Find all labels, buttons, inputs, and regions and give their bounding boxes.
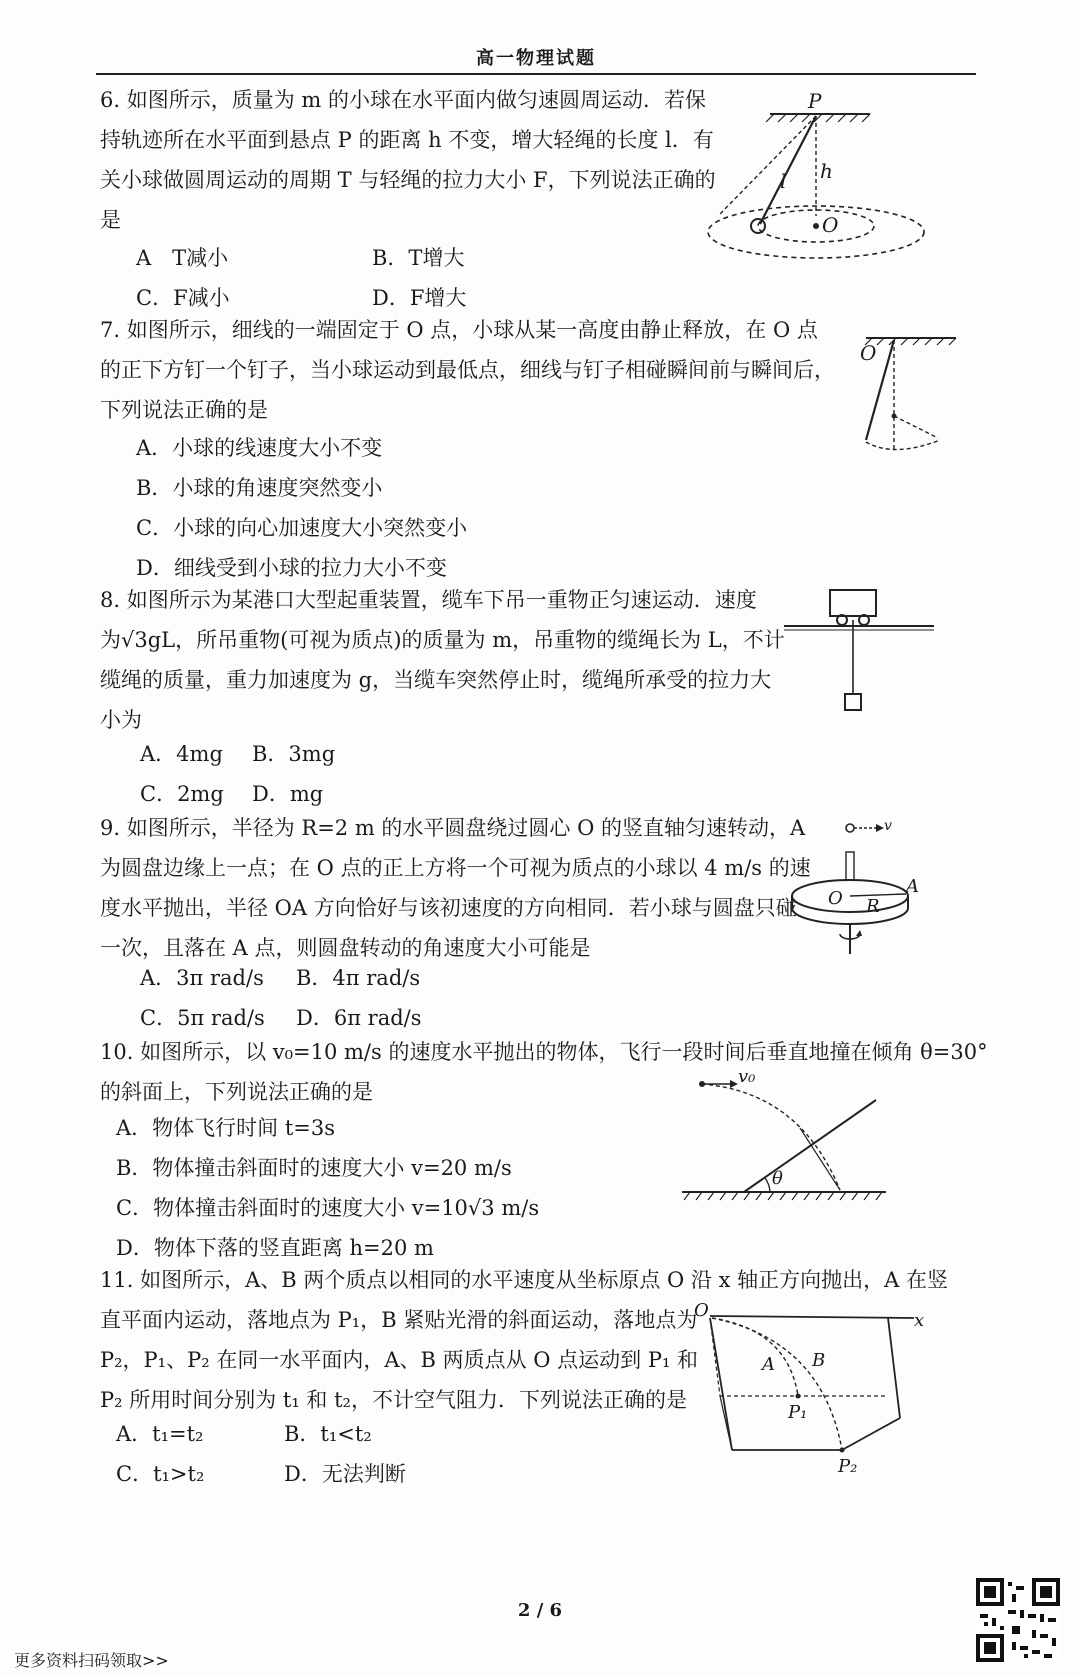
label-v: v — [884, 818, 892, 834]
option-9b: B．4π rad/s — [296, 966, 421, 990]
question-7 — [100, 310, 835, 430]
question-10-line: 10. 如图所示，以 v₀=10 m/s 的速度水平抛出的物体，飞行一段时间后垂直地撞在倾角 θ=30° — [100, 1040, 988, 1064]
label-v0: v₀ — [738, 1070, 756, 1087]
option-9d: D．6π rad/s — [296, 1006, 422, 1030]
option-11b: B．t₁<t₂ — [284, 1422, 372, 1446]
option-7c: C．小球的向心加速度大小突然变小 — [136, 516, 468, 540]
option-10d: D．物体下落的竖直距离 h=20 m — [116, 1236, 434, 1260]
option-6b: B．T增大 — [372, 246, 465, 270]
figure-rotating-disc — [780, 812, 930, 968]
question-9-line: 9. 如图所示，半径为 R=2 m 的水平圆盘绕过圆心 O 的竖直轴匀速转动，A — [100, 816, 806, 840]
option-9c: C．5π rad/s — [140, 1006, 265, 1030]
question-10-line: 的斜面上，下列说法正确的是 — [100, 1080, 373, 1104]
page-header: 高一物理试题 — [476, 48, 596, 69]
label-x: x — [914, 1310, 925, 1331]
figure-conical-pendulum — [700, 90, 930, 270]
question-8-line: 8. 如图所示为某港口大型起重装置，缆车下吊一重物正匀速运动．速度 — [100, 588, 757, 612]
label-l: l — [780, 169, 787, 193]
figure-slope-projectiles — [692, 1300, 932, 1490]
label-a: A — [762, 1354, 775, 1375]
question-8 — [100, 580, 785, 740]
question-11-line: P₂，P₁、P₂ 在同一水平面内，A、B 两质点从 O 点运动到 P₁ 和 — [100, 1348, 699, 1372]
question-6-line: 持轨迹所在水平面到悬点 P 的距离 h 不变，增大轻绳的长度 l．有 — [100, 128, 714, 152]
option-8c: C．2mg — [140, 782, 224, 806]
question-9-line: 一次，且落在 A 点，则圆盘转动的角速度大小可能是 — [100, 936, 591, 960]
label-a: A — [906, 876, 919, 897]
question-9-line: 为圆盘边缘上一点；在 O 点的正上方将一个可视为质点的小球以 4 m/s 的速 — [100, 856, 811, 880]
figure-pendulum-nail — [860, 330, 980, 480]
question-6-line: 关小球做圆周运动的周期 T 与轻绳的拉力大小 F，下列说法正确的 — [100, 168, 716, 192]
option-8a: A．4mg — [140, 742, 223, 766]
question-6 — [100, 80, 716, 240]
label-o: O — [828, 888, 843, 909]
option-6c: C．F减小 — [136, 286, 230, 310]
question-11-line: 直平面内运动，落地点为 P₁，B 紧贴光滑的斜面运动，落地点为 — [100, 1308, 698, 1332]
question-8-line: 小为 — [100, 708, 142, 732]
option-11c: C．t₁>t₂ — [116, 1462, 205, 1486]
option-10b: B．物体撞击斜面时的速度大小 v=20 m/s — [116, 1156, 512, 1180]
label-o: O — [694, 1300, 709, 1321]
label-p2: P₂ — [838, 1456, 858, 1477]
header-rule — [96, 73, 976, 75]
option-10a: A．物体飞行时间 t=3s — [116, 1116, 336, 1140]
label-r: R — [866, 896, 880, 917]
question-6-line: 是 — [100, 208, 121, 232]
option-6a: A T减小 — [136, 246, 229, 270]
label-theta: θ — [772, 1168, 783, 1189]
question-7-line: 下列说法正确的是 — [100, 398, 268, 422]
question-9-line: 度水平抛出，半径 OA 方向恰好与该初速度的方向相同．若小球与圆盘只碰 — [100, 896, 797, 920]
option-9a: A．3π rad/s — [140, 966, 264, 990]
question-8-line: 为√3gL，所吊重物(可视为质点)的质量为 m，吊重物的缆绳长为 L，不计 — [100, 628, 785, 652]
figure-incline-projectile — [680, 1070, 890, 1210]
question-8-line: 缆绳的质量，重力加速度为 g，当缆车突然停止时，缆绳所承受的拉力大 — [100, 668, 772, 692]
option-7a: A．小球的线速度大小不变 — [136, 436, 383, 460]
question-11-line: 11. 如图所示，A、B 两个质点以相同的水平速度从坐标原点 O 沿 x 轴正方向抛出，A 在竖 — [100, 1268, 948, 1292]
page-number: 2 / 6 — [517, 1600, 563, 1621]
question-9 — [100, 808, 811, 968]
label-p: P — [808, 90, 822, 113]
question-7-line: 的正下方钉一个钉子，当小球运动到最低点，细线与钉子相碰瞬间前与瞬间后， — [100, 358, 835, 382]
question-7-line: 7. 如图所示，细线的一端固定于 O 点，小球从某一高度由静止释放，在 O 点 — [100, 318, 818, 342]
option-6d: D．F增大 — [372, 286, 467, 310]
qr-note: 更多资料扫码领取>> — [14, 1651, 169, 1670]
label-p1: P₁ — [788, 1402, 808, 1423]
option-7b: B．小球的角速度突然变小 — [136, 476, 383, 500]
question-11-line: P₂ 所用时间分别为 t₁ 和 t₂，不计空气阻力．下列说法正确的是 — [100, 1388, 687, 1412]
question-6-line: 6. 如图所示，质量为 m 的小球在水平面内做匀速圆周运动．若保 — [100, 88, 706, 112]
option-11d: D．无法判断 — [284, 1462, 406, 1486]
label-b: B — [812, 1350, 826, 1371]
option-7d: D．细线受到小球的拉力大小不变 — [136, 556, 447, 580]
qr-code[interactable] — [976, 1575, 1060, 1665]
option-11a: A．t₁=t₂ — [116, 1422, 204, 1446]
label-o: O — [822, 213, 839, 237]
option-10c: C．物体撞击斜面时的速度大小 v=10√3 m/s — [116, 1196, 540, 1220]
figure-crane — [784, 584, 944, 734]
label-o: O — [860, 341, 877, 365]
label-h: h — [820, 159, 833, 183]
option-8d: D．mg — [252, 782, 324, 806]
option-8b: B．3mg — [252, 742, 336, 766]
